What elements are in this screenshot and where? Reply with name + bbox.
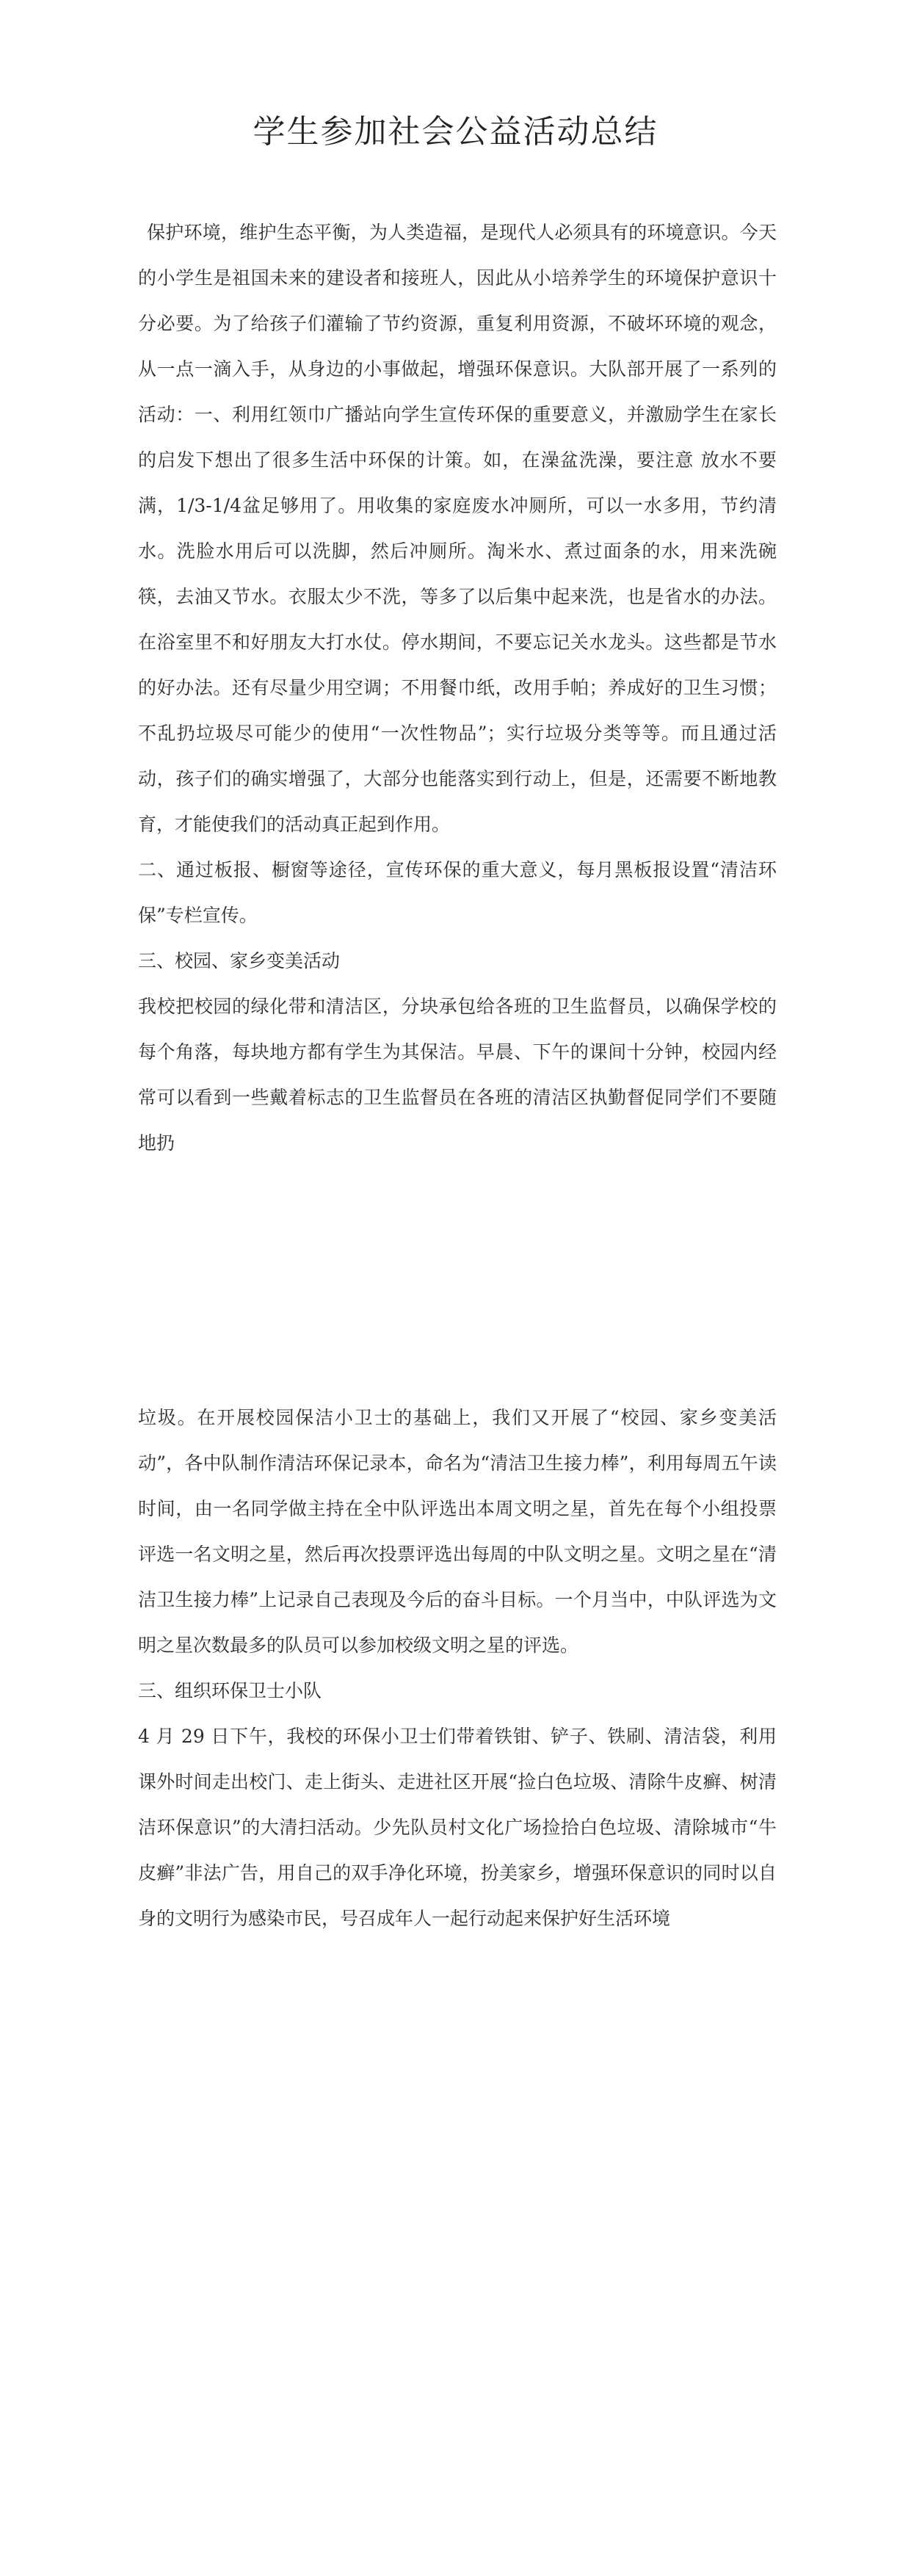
paragraph-civilization-star: 垃圾。在开展校园保洁小卫士的基础上，我们又开展了“校园、家乡变美活动”，各中队制作清洁环保记录本，命名为“清洁卫生接力棒”，利用每周五午读时间，由一名同学做主持在全中队评选出本周文明之星，首先在每个小组投票评选一名文明之星，然后再次投票评选出每周的中队文明之星。文明之星在“清洁卫生接力棒”上记录自己表现及今后的奋斗目标。一个月当中，中队评选为文明之星次数最多的队员可以参加校级文明之星的评选。 <box>138 1407 777 1656</box>
paragraph-blackboard-publicity: 二、通过板报、橱窗等途径，宣传环保的重大意义，每月黑板报设置“清洁环保”专栏宣传。 <box>138 859 777 926</box>
paragraph-environmental-awareness: 保护环境，维护生态平衡，为人类造福，是现代人必须具有的环境意识。今天的小学生是祖国未来的建设者和接班人，因此从小培养学生的环境保护意识十分必要。为了给孩子们灌输了节约资源，重复利用资源，不破坏环境的观念，从一点一滴入手，从身边的小事做起，增强环保意识。大队部开展了一系列的活动：一、利用红领巾广播站向学生宣传环保的重要意义，并激励学生在家长的启发下想出了很多生活中环保的计策。如，在澡盆洗澡，要注意 放水不要满，1/3-1/4盆足够用了。用收集的家庭废水冲厕所，可以一水多用，节约清水。洗脸水用后可以洗脚，然后冲厕所。淘米水、煮过面条的水，用来洗碗筷，去油又节水。衣服太少不洗，等多了以后集中起来洗，也是省水的办法。在浴室里不和好朋友大打水仗。停水期间，不要忘记关水龙头。这些都是节水的好办法。还有尽量少用空调；不用餐巾纸，改用手帕；养成好的卫生习惯；不乱扔垃圾尽可能少的使用“一次性物品”；实行垃圾分类等等。而且通过活动，孩子们的确实增强了，大部分也能落实到行动上，但是，还需要不断地教育，才能使我们的活动真正起到作用。 <box>138 222 777 835</box>
paragraph-campus-cleaning: 我校把校园的绿化带和清洁区，分块承包给各班的卫生监督员，以确保学校的每个角落，每块地方都有学生为其保洁。早晨、下午的课间十分钟，校园内经常可以看到一些戴着标志的卫生监督员在各班的清洁区执勤督促同学们不要随地扔 <box>138 996 777 1154</box>
document-title: 学生参加社会公益活动总结 <box>253 113 658 151</box>
section-top <box>138 210 777 1166</box>
heading-campus-hometown: 三、校园、家乡变美活动 <box>138 950 341 972</box>
paragraph-cleanup-activity: 4 月 29 日下午，我校的环保小卫士们带着铁钳、铲子、铁刷、清洁袋，利用课外时间走出校门、走上街头、走进社区开展“捡白色垃圾、清除牛皮癣、树清洁环保意识”的大清扫活动。少先队员村文化广场捡拾白色垃圾、清除城市“牛皮癣”非法广告，用自己的双手净化环境，扮美家乡，增强环保意识的同时以自身的文明行为感染市民，号召成年人一起行动起来保护好生活环境 <box>138 1726 777 1929</box>
heading-environmental-squad: 三、组织环保卫士小队 <box>138 1680 322 1701</box>
section-bottom <box>138 1395 777 1942</box>
